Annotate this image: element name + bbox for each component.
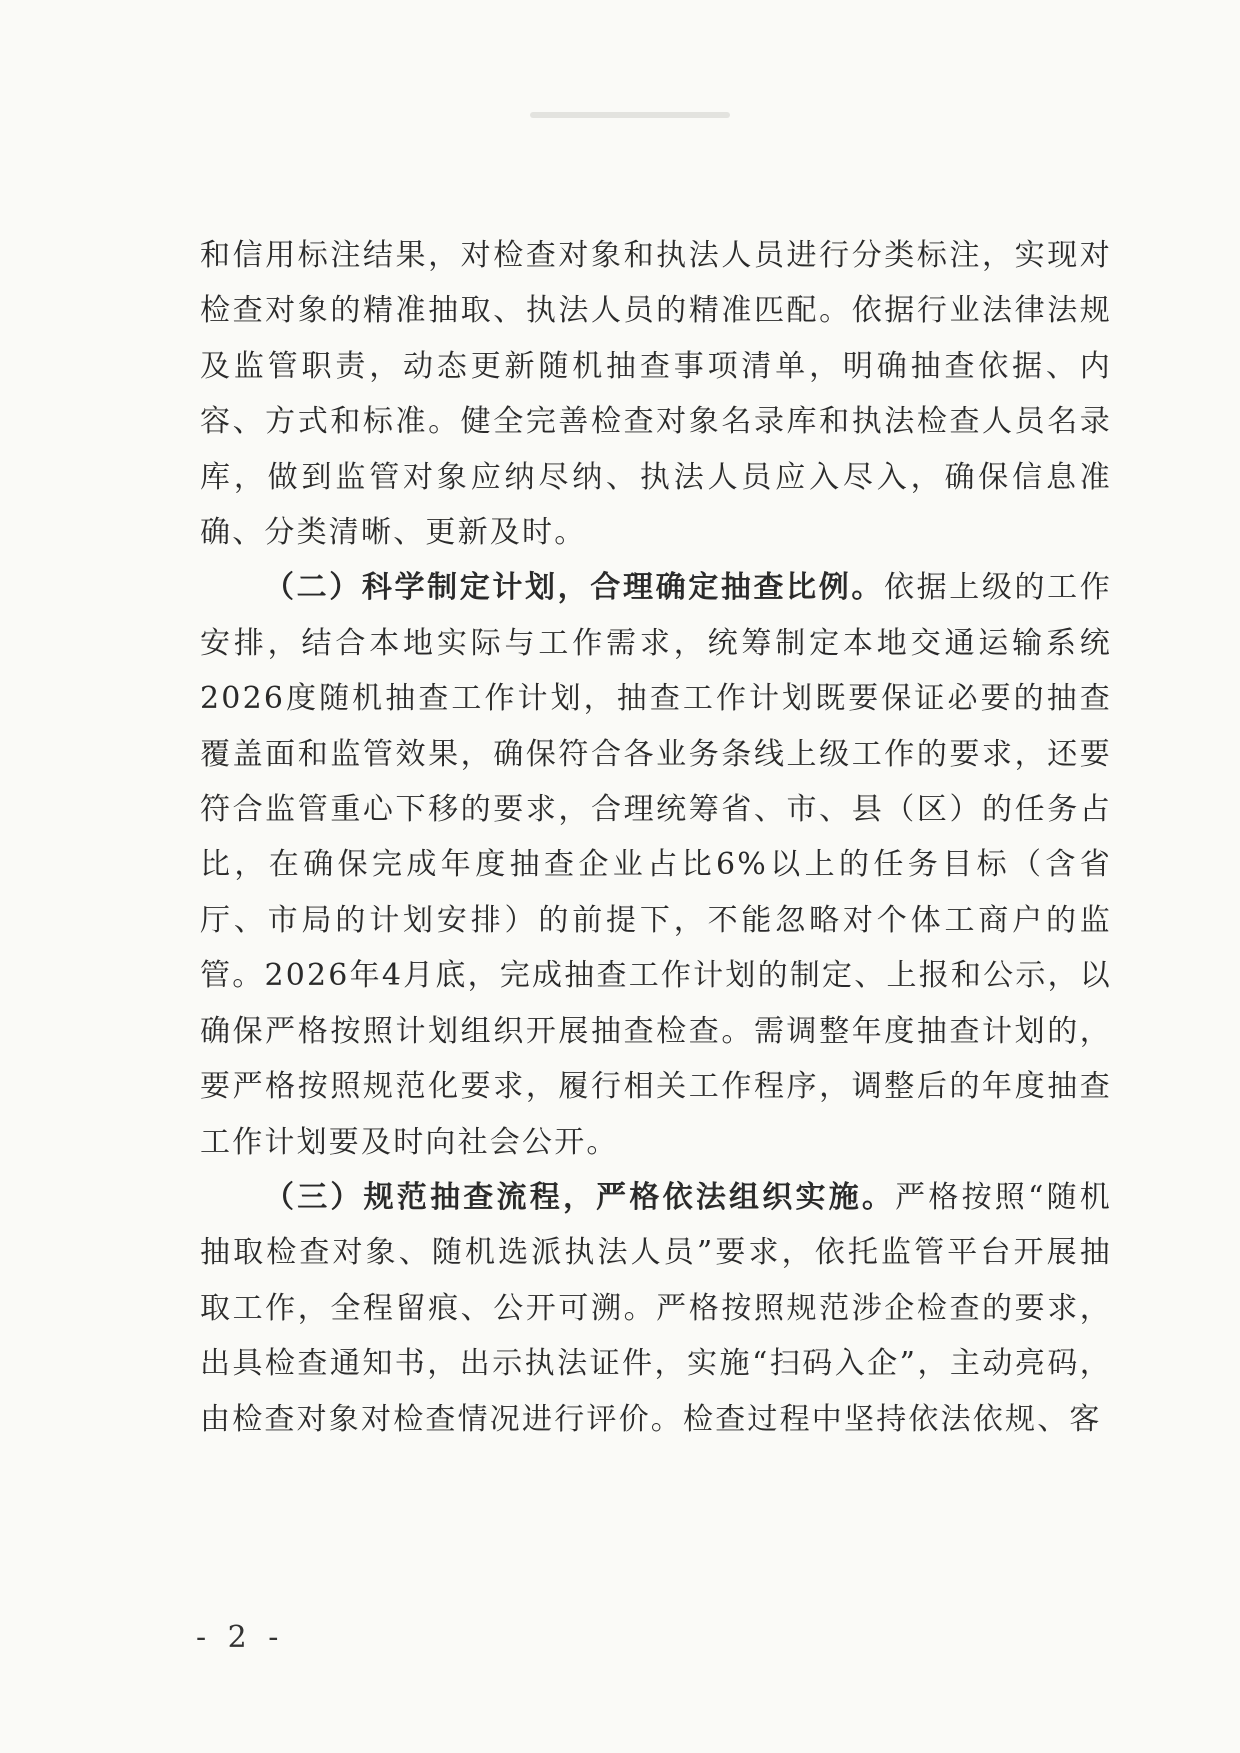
- section-heading-2: （二）科学制定计划，合理确定抽查比例。: [264, 570, 884, 606]
- document-body: [200, 228, 1112, 1447]
- paragraph-3: [200, 1170, 1112, 1447]
- page-number: - 2 -: [196, 1620, 285, 1655]
- scan-artifact: [530, 112, 730, 118]
- paragraph-3-text: 严格按照“随机抽取检查对象、随机选派执法人员”要求，依托监管平台开展抽取工作，全程留痕、公开可溯。严格按照规范涉企检查的要求，出具检查通知书，出示执法证件，实施“扫码入企”，主动亮码，由检查对象对检查情况进行评价。检查过程中坚持依法依规、客: [200, 1179, 1112, 1437]
- paragraph-1: [200, 228, 1112, 560]
- section-heading-3: （三）规范抽查流程，严格依法组织实施。: [264, 1179, 896, 1215]
- paragraph-1-text: 和信用标注结果，对检查对象和执法人员进行分类标注，实现对检查对象的精准抽取、执法人员的精准匹配。依据行业法律法规及监管职责，动态更新随机抽查事项清单，明确抽查依据、内容、方式和标准。健全完善检查对象名录库和执法检查人员名录库，做到监管对象应纳尽纳、执法人员应入尽入，确保信息准确、分类清晰、更新及时。: [200, 238, 1112, 551]
- paragraph-2-text: 依据上级的工作安排，结合本地实际与工作需求，统筹制定本地交通运输系统2026度随机抽查工作计划，抽查工作计划既要保证必要的抽查覆盖面和监管效果，确保符合各业务条线上级工作的要求，还要符合监管重心下移的要求，合理统筹省、市、县（区）的任务占比，在确保完成年度抽查企业占比6%以上的任务目标（含省厅、市局的计划安排）的前提下，不能忽略对个体工商户的监管。2026年4月底，完成抽查工作计划的制定、上报和公示，以确保严格按照计划组织开展抽查检查。需调整年度抽查计划的，要严格按照规范化要求，履行相关工作程序，调整后的年度抽查工作计划要及时向社会公开。: [200, 570, 1112, 1160]
- paragraph-2: [200, 560, 1112, 1169]
